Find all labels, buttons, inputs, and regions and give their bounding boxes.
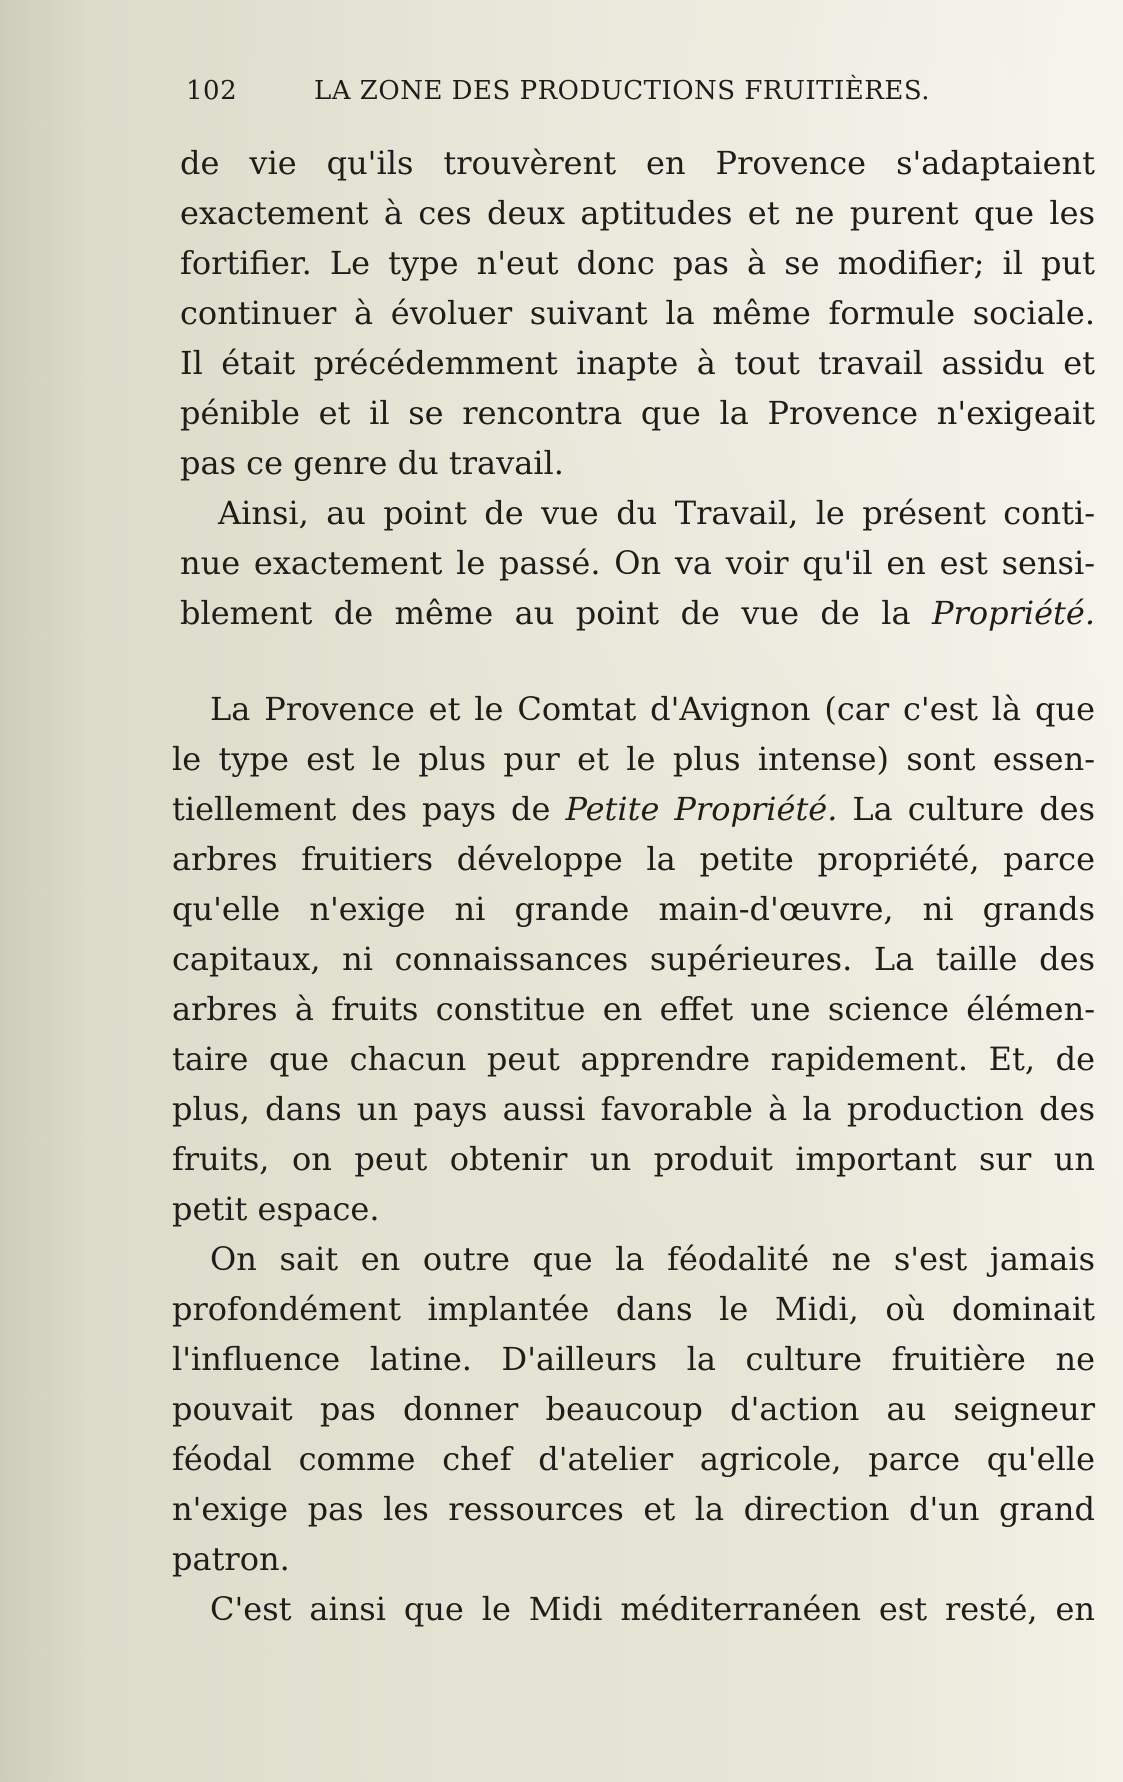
section-gap	[180, 638, 1095, 684]
page-number: 102	[186, 76, 238, 106]
text-line: C'est ainsi que le Midi méditerranéen est resté, en	[210, 1590, 1095, 1628]
text-line	[180, 588, 1095, 638]
text-line: pénible et il se rencontra que la Provence n'exigeait	[180, 394, 1095, 432]
text-line: féodal comme chef d'atelier agricole, parce qu'elle	[172, 1440, 1095, 1478]
text-run: tiellement des pays de	[172, 790, 551, 828]
text-line: Ainsi, au point de vue du Travail, le présent conti-	[218, 494, 1095, 532]
text-line: nue exactement le passé. On va voir qu'il en est sensi-	[180, 544, 1095, 582]
text-line: taire que chacun peut apprendre rapidement. Et, de	[172, 1040, 1095, 1078]
italic-term: Petite Propriété.	[565, 790, 838, 828]
text-line: profondément implantée dans le Midi, où dominait	[172, 1290, 1095, 1328]
italic-term: Propriété.	[932, 594, 1096, 632]
text-line: La Provence et le Comtat d'Avignon (car c'est là que	[210, 690, 1095, 728]
text-line: pas ce genre du travail.	[180, 444, 564, 482]
text-line: fortifier. Le type n'eut donc pas à se modifier; il put	[180, 244, 1095, 282]
text-line: plus, dans un pays aussi favorable à la production des	[172, 1090, 1095, 1128]
text-line: arbres fruitiers développe la petite propriété, parce	[172, 840, 1095, 878]
text-line: fruits, on peut obtenir un produit important sur un	[172, 1140, 1095, 1178]
text-run: blement de même au point de vue de la	[180, 594, 911, 632]
body-text	[172, 138, 1096, 1634]
text-line	[172, 784, 1095, 834]
text-line: petit espace.	[172, 1190, 380, 1228]
text-line: Il était précédemment inapte à tout travail assidu et	[180, 344, 1095, 382]
text-line: le type est le plus pur et le plus intense) sont essen-	[172, 740, 1095, 778]
text-line: exactement à ces deux aptitudes et ne purent que les	[180, 194, 1095, 232]
text-line: arbres à fruits constitue en effet une science élémen-	[172, 990, 1095, 1028]
text-line: patron.	[172, 1540, 290, 1578]
text-line: l'influence latine. D'ailleurs la culture fruitière ne	[172, 1340, 1095, 1378]
text-line: capitaux, ni connaissances supérieures. La taille des	[172, 940, 1095, 978]
text-run: La culture des	[852, 790, 1096, 828]
running-title: LA ZONE DES PRODUCTIONS FRUITIÈRES.	[314, 76, 930, 106]
text-line: On sait en outre que la féodalité ne s'est jamais	[210, 1240, 1095, 1278]
text-line: n'exige pas les ressources et la direction d'un grand	[172, 1490, 1095, 1528]
text-line: qu'elle n'exige ni grande main-d'œuvre, ni grands	[172, 890, 1095, 928]
text-line: continuer à évoluer suivant la même formule sociale.	[180, 294, 1095, 332]
text-line: pouvait pas donner beaucoup d'action au seigneur	[172, 1390, 1095, 1428]
running-head	[186, 72, 988, 112]
text-line: de vie qu'ils trouvèrent en Provence s'adaptaient	[180, 144, 1095, 182]
